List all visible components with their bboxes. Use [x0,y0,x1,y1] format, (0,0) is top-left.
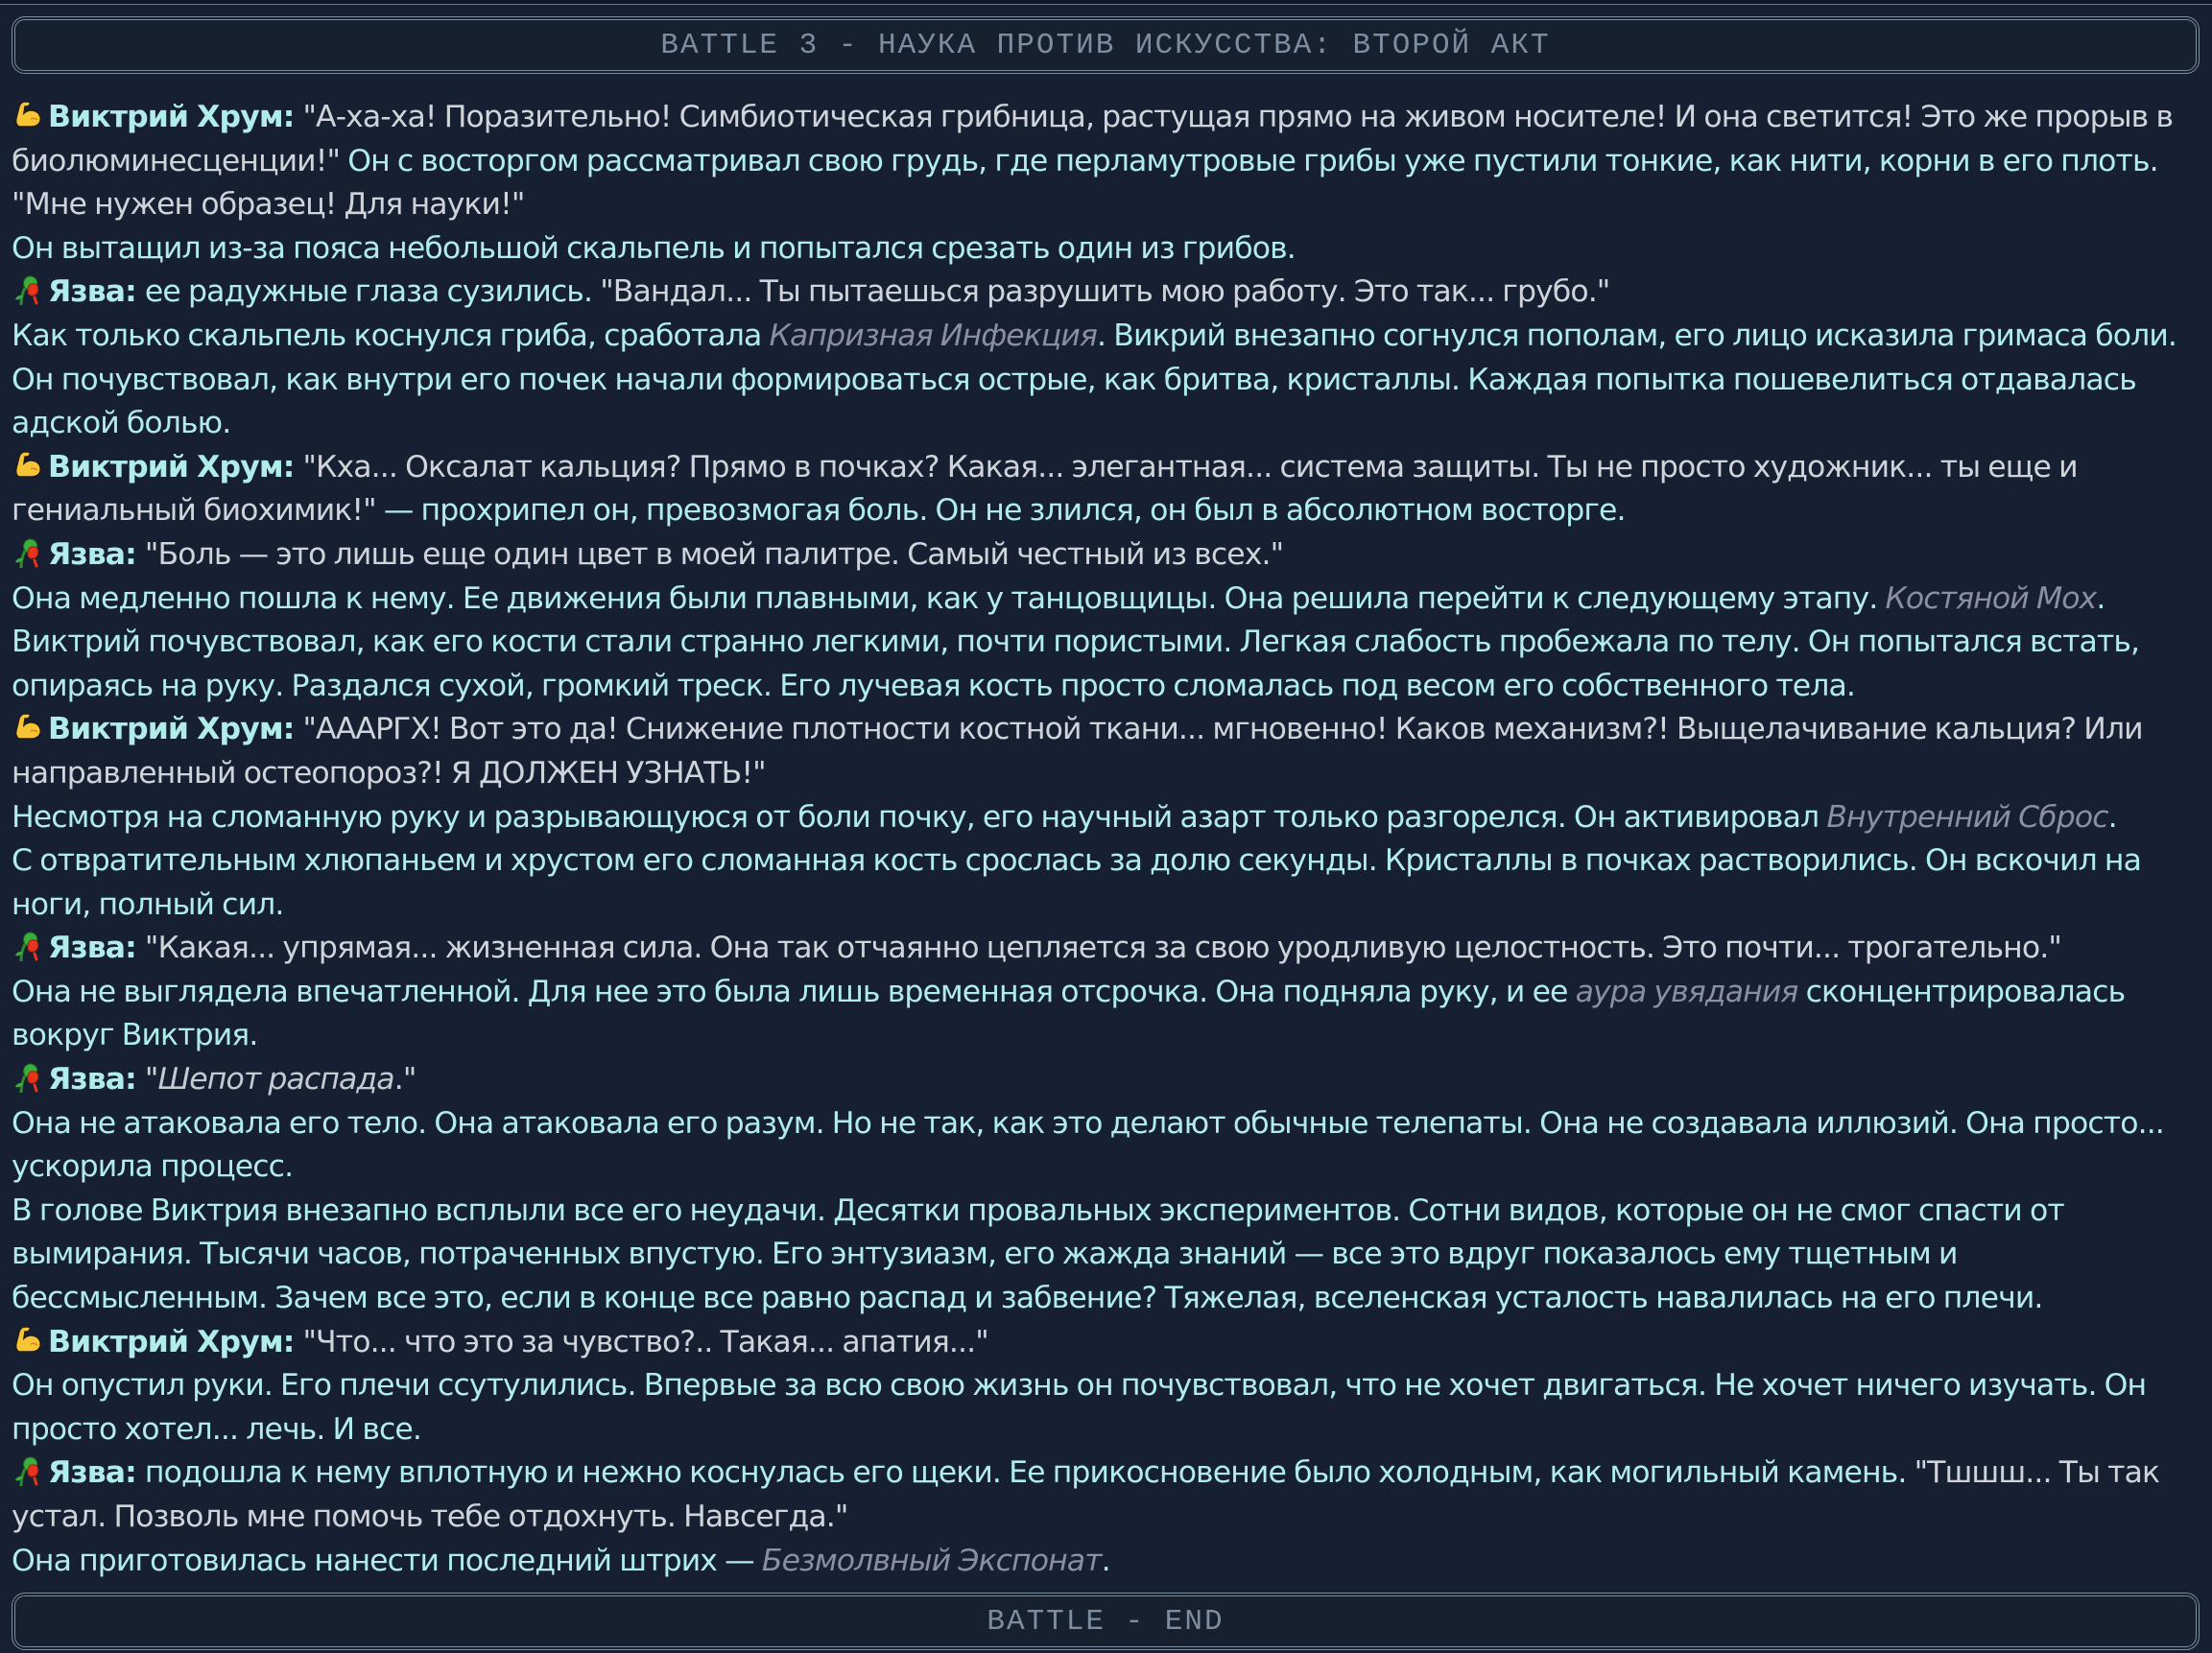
narration-line [12,578,2190,622]
dialogue-line [12,708,2190,795]
flexed-biceps-icon [12,448,46,483]
ability-name: аура увядания [1575,974,1798,1009]
battle-end-title: BATTLE - END [987,1604,1225,1639]
narration-text: Она приготовилась нанести последний штрих — [12,1543,762,1578]
speech-text: "АААРГХ! Вот это да! Снижение плотности костной ткани... мгновенно! Каков механизм?! Выщелачивание кальция? Или направленный остеопороз?! Я ДОЛЖЕН УЗНАТЬ!" [12,712,2143,791]
dialogue-line [12,1452,2190,1539]
ability-name: Безмолвный Экспонат [761,1543,1102,1578]
speaker-name: Язва: [48,536,145,572]
narration-text: Она не выглядела впечатленной. Для нее это была лишь временная отсрочка. Она подняла руку, и ее [12,974,1576,1009]
narration-text: ее радужные глаза сузились. [144,274,601,310]
speech-text: "Какая... упрямая... жизненная сила. Она так отчаянно цепляется за свою уродливую целостность. Это почти... трогательно." [144,931,2061,966]
narration-text: . Викрий внезапно согнулся пополам, его лицо исказила гримаса боли. [1097,318,2177,353]
speech-text: "А-ха-ха! Поразительно! Симбиотическая грибница, растущая прямо на живом носителе! И она светится! Это же прорыв в биолюминесценции!" [12,100,2174,178]
narration-text: В голове Виктрия внезапно всплыли все его неудачи. Десятки провальных экспериментов. Сотни видов, которые он не смог спасти от вымирания. Тысячи часов, потраченных впустую. Его энтузиазм, его жажда знаний — все это вдруг показалось ему тщетным и бессмысленным. Зачем все это, если в конце все равно распад и забвение? Тяжелая, вселенская усталость навалилась на его плечи. [12,1193,2064,1316]
narration-line [12,315,2190,359]
ability-name: Шепот распада [157,1062,394,1098]
dialogue-line [12,446,2190,533]
narration-line [12,796,2190,840]
speech-text: " [144,1062,158,1098]
flexed-biceps-icon [12,1323,46,1358]
ability-name: Капризная Инфекция [769,318,1098,353]
speaker-name: Язва: [48,931,145,966]
narration-text: сконцентрировалась вокруг Виктрия. [12,974,2126,1053]
narration-text: Виктрий почувствовал, как его кости стали странно легкими, почти пористыми. Легкая слабость пробежала по телу. Он попытался встать, опираясь на руку. Раздался сухой, громкий треск. Его лучевая кость просто сломалась под весом его собственного тела. [12,625,2140,703]
top-divider [0,0,2212,5]
narration-text: Несмотря на сломанную руку и разрывающуюся от боли почку, его научный азарт только разгорелся. Он активировал [12,799,1827,835]
narration-text: С отвратительным хлюпаньем и хрустом его сломанная кость срослась за долю секунды. Кристаллы в почках растворились. Он вскочил на ноги, полный сил. [12,843,2142,922]
narration-text: . [1101,1543,1110,1578]
speaker-name: Виктрий Хрум: [48,712,303,747]
narration-line [12,1364,2190,1452]
wilted-rose-icon [12,1060,46,1095]
narration-text: Как только скальпель коснулся гриба, сработала [12,318,770,353]
speech-text: "Мне нужен образец! Для науки!" [12,187,525,223]
speaker-name: Виктрий Хрум: [48,100,303,134]
speech-text: ." [393,1062,416,1098]
narration-line [12,839,2190,927]
wilted-rose-icon [12,929,46,963]
wilted-rose-icon [12,535,46,570]
narration-text: Он опустил руки. Его плечи ссутулились. Впервые за всю свою жизнь он почувствовал, что не хочет двигаться. Не хочет ничего изучать. Он просто хотел... лечь. И все. [12,1368,2147,1447]
narration-text: . [2107,799,2117,835]
dialogue-line [12,1321,2190,1365]
narration-line [12,359,2190,446]
narration-line [12,1102,2190,1190]
dialogue-line [12,96,2190,227]
battle-title: BATTLE 3 - НАУКА ПРОТИВ ИСКУССТВА: ВТОРОЙ АКТ [660,28,1551,62]
speaker-name: Виктрий Хрум: [48,1324,303,1359]
wilted-rose-icon [12,1453,46,1488]
speaker-name: Язва: [48,1062,145,1098]
speech-text: "Вандал... Ты пытаешься разрушить мою работу. Это так... грубо." [600,274,1610,310]
narration-line [12,971,2190,1058]
narration-text: Он вытащил из-за пояса небольшой скальпель и попытался срезать один из грибов. [12,230,1296,266]
narration-text: Она не атаковала его тело. Она атаковала его разум. Но не так, как это делают обычные телепаты. Она не создавала иллюзий. Она просто... ускорила процесс. [12,1105,2164,1185]
speech-text: "Кха... Оксалат кальция? Прямо в почках? Какая... элегантная... система защиты. Ты не просто художник... ты еще и гениальный биохимик!" [12,449,2078,529]
battle-header-banner [12,16,2200,74]
battle-log [12,96,2190,1583]
narration-line [12,227,2190,272]
dialogue-line [12,533,2190,578]
speaker-name: Язва: [48,274,145,310]
speaker-name: Виктрий Хрум: [48,449,303,484]
narration-text: подошла к нему вплотную и нежно коснулась его щеки. Ее прикосновение было холодным, как могильный камень. [144,1455,1915,1491]
narration-text: Он с восторгом рассматривал свою грудь, где перламутровые грибы уже пустили тонкие, как нити, корни в его плоть. [340,143,2158,178]
wilted-rose-icon [12,272,46,307]
narration-text: Он почувствовал, как внутри его почек начали формироваться острые, как бритва, кристаллы. Каждая попытка пошевелиться отдавалась адской болью. [12,362,2136,441]
ability-name: Костяной Мох [1885,580,2097,616]
narration-line [12,621,2190,708]
dialogue-line [12,1058,2190,1102]
speech-text: "Тшшш... Ты так устал. Позволь мне помочь тебе отдохнуть. Навсегда." [12,1455,2160,1534]
dialogue-line [12,927,2190,971]
speech-text: "Боль — это лишь еще один цвет в моей палитре. Самый честный из всех." [144,536,1284,572]
flexed-biceps-icon [12,710,46,744]
narration-line [12,1190,2190,1321]
flexed-biceps-icon [12,98,46,132]
narration-text: Она медленно пошла к нему. Ее движения были плавными, как у танцовщицы. Она решила перейти к следующему этапу. [12,580,1886,616]
ability-name: Внутренний Сброс [1826,799,2108,835]
narration-text: . [2096,580,2105,616]
narration-text: — прохрипел он, превозмогая боль. Он не злился, он был в абсолютном восторге. [375,493,1626,529]
narration-line [12,1540,2190,1584]
dialogue-line [12,271,2190,315]
speaker-name: Язва: [48,1455,145,1491]
speech-text: "Что... что это за чувство?.. Такая... апатия..." [302,1324,988,1359]
battle-end-banner [12,1593,2200,1650]
